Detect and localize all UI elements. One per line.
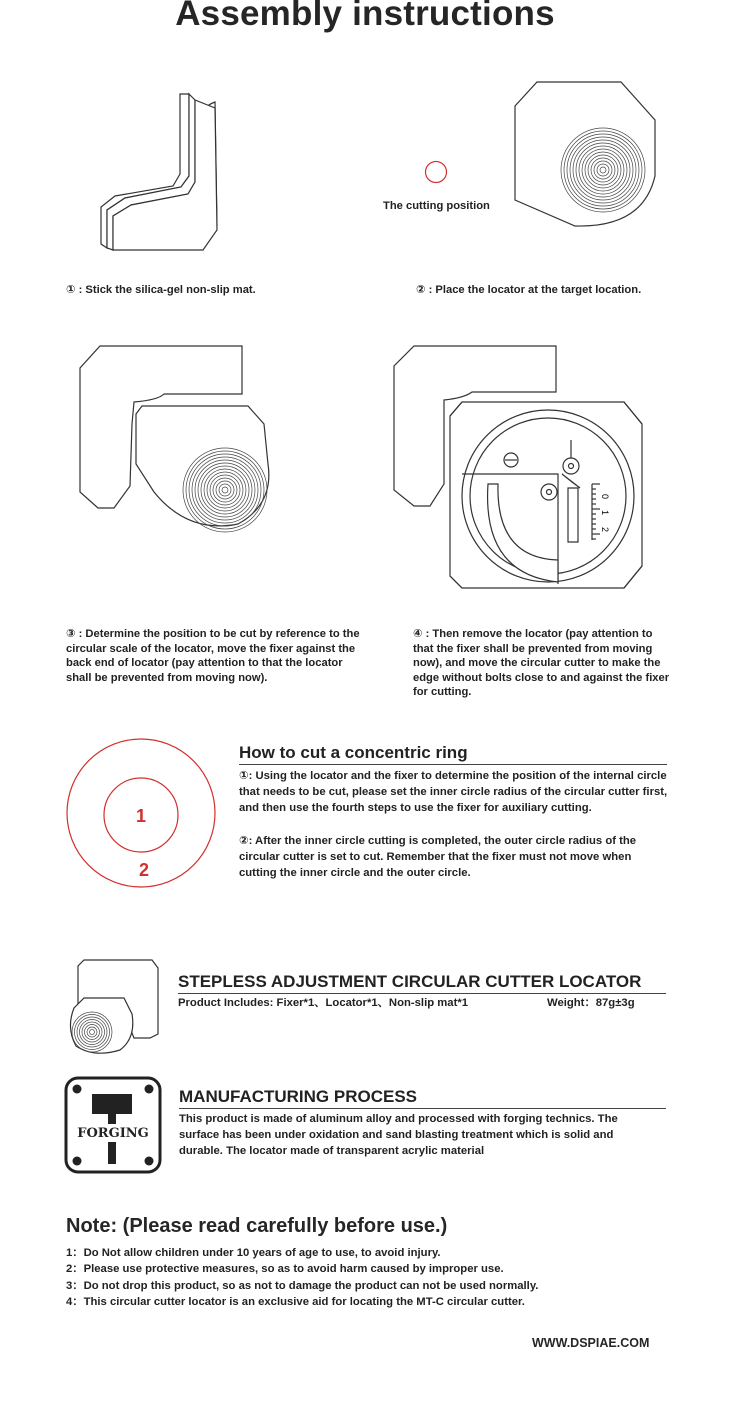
process-heading: MANUFACTURING PROCESS xyxy=(179,1087,666,1109)
ring-step-1: ①: Using the locator and the fixer to determine the position of the internal circle that needs to be cut, please set the inner circle radius of the circular cutter first, and then use the fourth steps to use the fixer for auxiliary cutting. xyxy=(239,770,668,815)
cutting-position-circle xyxy=(424,160,448,184)
inner-circle-label: 1 xyxy=(135,806,147,826)
step-1-caption: ① : Stick the silica-gel non-slip mat. xyxy=(66,284,256,296)
cutting-position-label: The cutting position xyxy=(383,200,490,212)
ring-step-2: ②: After the inner circle cutting is completed, the outer circle radius of the circular cutter is set to cut. Remember that the fixer must not move when cutting the inner circle and the outer circle. xyxy=(239,835,637,880)
note-list xyxy=(66,1245,538,1310)
fixer-mat-illustration xyxy=(95,90,245,260)
product-heading: STEPLESS ADJUSTMENT CIRCULAR CUTTER LOCATOR xyxy=(178,972,666,994)
note-item: 2：Please use protective measures, so as to avoid harm caused by improper use. xyxy=(66,1263,504,1276)
concentric-ring-diagram xyxy=(66,738,216,888)
product-thumbnail xyxy=(64,958,164,1058)
page-title: Assembly instructions xyxy=(175,0,555,33)
note-item: 3：Do not drop this product, so as not to damage the product can not be used normally. xyxy=(66,1279,539,1292)
step-2-caption: ② : Place the locator at the target location. xyxy=(416,284,642,296)
outer-circle-label: 2 xyxy=(138,860,150,880)
note-item: 1：Do Not allow children under 10 years of age to use, to avoid injury. xyxy=(66,1247,441,1259)
fixer-against-locator-illustration xyxy=(78,344,278,534)
ring-heading: How to cut a concentric ring xyxy=(239,743,667,765)
product-includes: Product Includes: Fixer*1、Locator*1、Non-slip mat*1 xyxy=(178,997,469,1009)
website-footer: WWW.DSPIAE.COM xyxy=(532,1336,650,1350)
process-text: This product is made of aluminum alloy and processed with forging technics. The surface has been under oxidation and sand blasting treatment which is solid and durable. The locator made of transparent acrylic material xyxy=(179,1113,618,1158)
step-4-caption: ④ : Then remove the locator (pay attention to that the fixer shall be prevented from moving now), and move the circular cutter to make the edge without bolts close to and against the fixer for cutting. xyxy=(413,628,670,698)
cutter-against-fixer-illustration xyxy=(392,344,648,600)
product-weight: Weight：87g±3g xyxy=(547,997,635,1009)
scale-label-2: 2 xyxy=(600,527,610,533)
step-3-caption: ③ : Determine the position to be cut by reference to the circular scale of the locator, move the fixer against the back end of locator (pay attention to that the locator shall be prevented from moving now). xyxy=(66,628,360,684)
forging-badge-icon xyxy=(64,1076,162,1174)
locator-target-illustration xyxy=(515,80,660,230)
scale-label-1: 1 xyxy=(600,510,610,516)
note-title: Note: (Please read carefully before use.) xyxy=(66,1215,448,1237)
scale-label-0: 0 xyxy=(600,494,610,500)
forging-badge-text: FORGING xyxy=(77,1126,149,1141)
note-item: 4：This circular cutter locator is an exclusive aid for locating the MT-C circular cutter. xyxy=(66,1295,525,1308)
